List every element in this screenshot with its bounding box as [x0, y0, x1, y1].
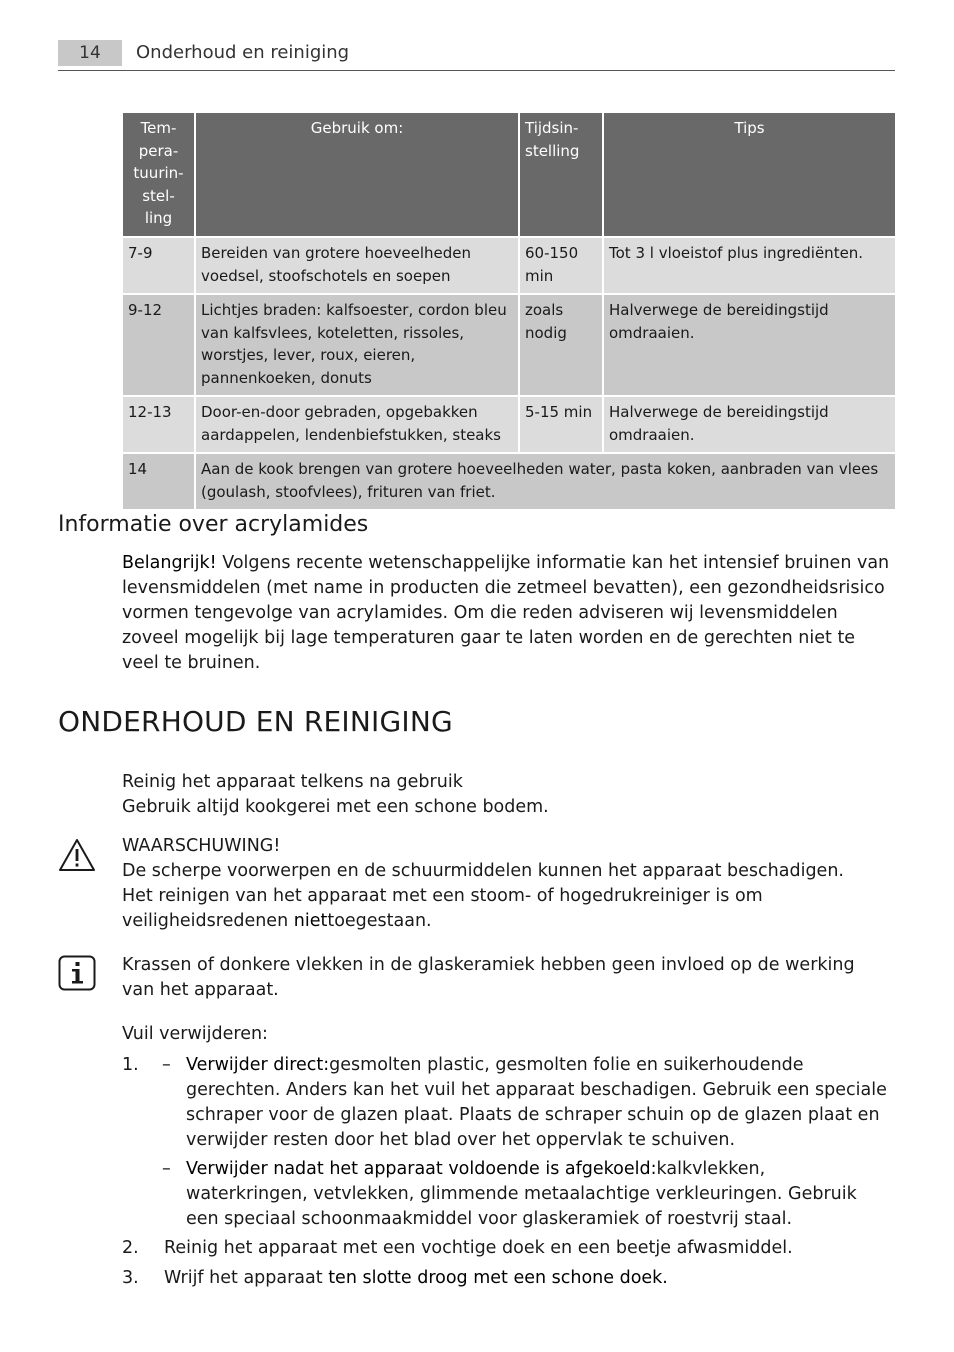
cell-setting: 7-9 — [122, 237, 195, 294]
info-icon — [58, 955, 96, 991]
warning-niet: niet — [293, 911, 328, 931]
warning-triangle-icon — [58, 838, 96, 872]
cell-tips: Halverwege de bereidingstijd omdraaien. — [603, 294, 896, 396]
step-2-number: 2. — [122, 1238, 139, 1258]
cell-time: 5-15 min — [519, 396, 603, 453]
step-1-number: 1. — [122, 1055, 139, 1075]
acrylamides-paragraph — [122, 551, 892, 676]
table-header-row — [122, 112, 896, 237]
step-1b-lead: Verwijder nadat het apparaat voldoende is afgekoeld: — [186, 1159, 657, 1179]
step-2-text: Reinig het apparaat met een vochtige doek en een beetje afwasmiddel. — [164, 1238, 793, 1258]
table-row — [122, 294, 896, 396]
dirt-heading: Vuil verwijderen: — [122, 1024, 268, 1044]
step-1a-dash: – — [162, 1055, 171, 1075]
step-1a-body: gesmolten plastic, gesmolten folie en suikerhoudende gerechten. Anders kan het vuil het apparaat beschadigen. Gebruik een speciale schraper voor de glazen plaat. Plaats de schraper schuin op de glazen plaat en verwijder resten door het blad over het oppervlak te schuiven. — [186, 1055, 887, 1150]
warning-line-2-c: toegestaan. — [327, 911, 432, 931]
acrylamides-heading: Informatie over acrylamides — [58, 512, 369, 537]
cell-setting: 14 — [122, 453, 195, 510]
warning-line-2 — [122, 884, 892, 934]
step-1b-dash: – — [162, 1159, 171, 1179]
cell-time: zoals nodig — [519, 294, 603, 396]
cell-setting: 12-13 — [122, 396, 195, 453]
step-3-text-b: ten slotte droog met een schone doek. — [328, 1268, 668, 1288]
intro-line-2: Gebruik altijd kookgerei met een schone bodem. — [122, 797, 549, 817]
table-row — [122, 453, 896, 510]
page-number: 14 — [58, 40, 122, 66]
step-3-text — [164, 1266, 892, 1291]
cell-use: Lichtjes braden: kalfsoester, cordon bleu van kalfsvlees, koteletten, rissoles, worstjes, lever, roux, eieren, pannenkoeken, donuts — [195, 294, 519, 396]
table-row — [122, 237, 896, 294]
cell-setting: 9-12 — [122, 294, 195, 396]
cell-tips: Tot 3 l vloeistof plus ingrediënten. — [603, 237, 896, 294]
step-3-text-a: Wrijf het apparaat — [164, 1268, 329, 1288]
info-text: Krassen of donkere vlekken in de glaskeramiek hebben geen invloed op de werking van het apparaat. — [122, 955, 855, 1000]
step-1b-text — [186, 1157, 892, 1232]
maintenance-heading: ONDERHOUD EN REINIGING — [58, 705, 453, 738]
acrylamides-text: Volgens recente wetenschappelijke informatie kan het intensief bruinen van levensmiddelen (met name in producten die zetmeel bevatten), een gezondheidsrisico vormen tengevolge van acrylamides. Om die reden adviseren wij levensmiddelen zoveel mogelijk bij lage temperaturen gaar te laten worden en de gerechten niet te veel te bruinen. — [122, 553, 890, 673]
step-1a-lead: Verwijder direct: — [186, 1055, 330, 1075]
col-header-time: Tijdsin- stelling — [519, 112, 603, 237]
step-3-number: 3. — [122, 1268, 139, 1288]
warning-line-2-a: Het reinigen van het apparaat met een stoom- of hogedrukreiniger is om veiligheidsredenen — [122, 886, 763, 931]
cell-use-wide: Aan de kook brengen van grotere hoeveelheden water, pasta koken, aanbraden van vlees (goulash, stoofvlees), frituren van friet. — [195, 453, 896, 510]
cell-use: Bereiden van grotere hoeveelheden voedsel, stoofschotels en soepen — [195, 237, 519, 294]
warning-title: WAARSCHUWING! — [122, 836, 281, 856]
header-rule — [58, 70, 895, 71]
intro-line-1: Reinig het apparaat telkens na gebruik — [122, 772, 463, 792]
cell-time: 60-150 min — [519, 237, 603, 294]
col-header-tips: Tips — [603, 112, 896, 237]
table-row — [122, 396, 896, 453]
cell-use: Door-en-door gebraden, opgebakken aardappelen, lendenbiefstukken, steaks — [195, 396, 519, 453]
step-1b-body: kalkvlekken, waterkringen, vetvlekken, glimmende metaalachtige verkleuringen. Gebruik een speciaal schoonmaakmiddel voor glaskeramiek of roestvrij staal. — [186, 1159, 857, 1229]
running-title: Onderhoud en reiniging — [136, 42, 350, 63]
cell-tips: Halverwege de bereidingstijd omdraaien. — [603, 396, 896, 453]
col-header-setting: Tem- pera- tuurin- stel- ling — [122, 112, 195, 237]
col-header-use: Gebruik om: — [195, 112, 519, 237]
cooking-settings-table — [121, 111, 897, 511]
warning-line-1: De scherpe voorwerpen en de schuurmiddelen kunnen het apparaat beschadigen. — [122, 861, 844, 881]
step-1a-text — [186, 1053, 892, 1153]
important-lead: Belangrijk! — [122, 553, 217, 573]
